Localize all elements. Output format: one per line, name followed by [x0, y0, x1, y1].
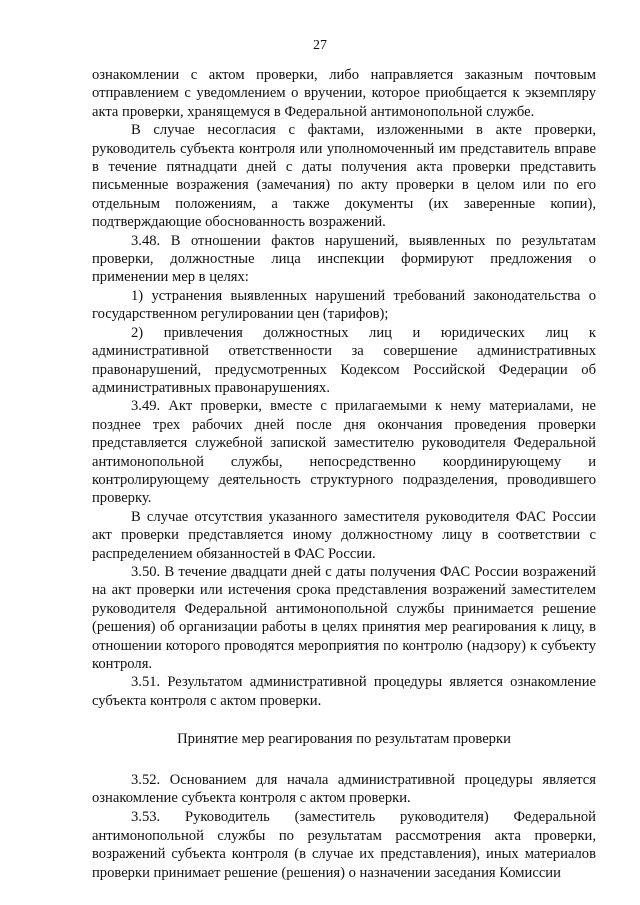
list-item-2: 2) привлечения должностных лиц и юридических лиц к административной ответственности за совершение административных правонарушений, предусмотренных Кодексом Российской Федерации об административных правонарушениях. [92, 324, 596, 396]
paragraph-3-49: 3.49. Акт проверки, вместе с прилагаемыми к нему материалами, не позднее трех рабочих дней после дня окончания проведения проверки представляется служебной запиской заместителю руководителя Федеральной антимонопольной службы, непосредственно координирующему и контролирующему деятельность структурного подразделения, проводившего проверку. [92, 398, 596, 507]
paragraph-3-48: 3.48. В отношении фактов нарушений, выявленных по результатам проверки, должностные лица инспекции формируют предложения о применении мер в целях: [92, 232, 596, 286]
paragraph-objections: В случае несогласия с фактами, изложенными в акте проверки, руководитель субъекта контроля или уполномоченный им представитель вправе в течение пятнадцати дней с даты получения акта проверки представить письменные возражения (замечания) по акту проверки в целом или по его отдельным положениям, а также документы (их заверенные копии), подтверждающие обоснованность возражений. [92, 122, 596, 231]
paragraph-3-52: 3.52. Основанием для начала административной процедуры является ознакомление субъекта контроля с актом проверки. [92, 771, 596, 807]
paragraph-deputy-absence: В случае отсутствия указанного заместителя руководителя ФАС России акт проверки представляется иному должностному лицу в соответствии с распределением обязанностей в ФАС России. [92, 508, 596, 562]
paragraph-3-51: 3.51. Результатом административной процедуры является ознакомление субъекта контроля с актом проверки. [92, 674, 596, 709]
list-item-1: 1) устранения выявленных нарушений требований законодательства о государственном регулировании цен (тарифов); [92, 287, 596, 323]
page-number: 27 [313, 38, 327, 53]
paragraph-continuation: ознакомлении с актом проверки, либо направляется заказным почтовым отправлением с уведомлением о вручении, которое приобщается к экземпляру акта проверки, хранящемуся в Федеральной антимонопольной службе. [92, 67, 596, 120]
document-body [92, 66, 596, 882]
section-heading: Принятие мер реагирования по результатам проверки [177, 731, 511, 748]
paragraph-3-53: 3.53. Руководитель (заместитель руководителя) Федеральной антимонопольной службы по результатам рассмотрения акта проверки, возражений субъекта контроля (в случае их представления), иных материалов проверки принимает решение (решения) о назначении заседания Комиссии [92, 809, 596, 881]
paragraph-3-50: 3.50. В течение двадцати дней с даты получения ФАС России возражений на акт проверки или истечения срока представления возражений заместителем руководителя Федеральной антимонопольной службы принимается решение (решения) об организации работы в целях принятия мер реагирования к лицу, в отношении которого проводятся мероприятия по контролю (надзору) к субъекту контроля. [92, 563, 596, 672]
